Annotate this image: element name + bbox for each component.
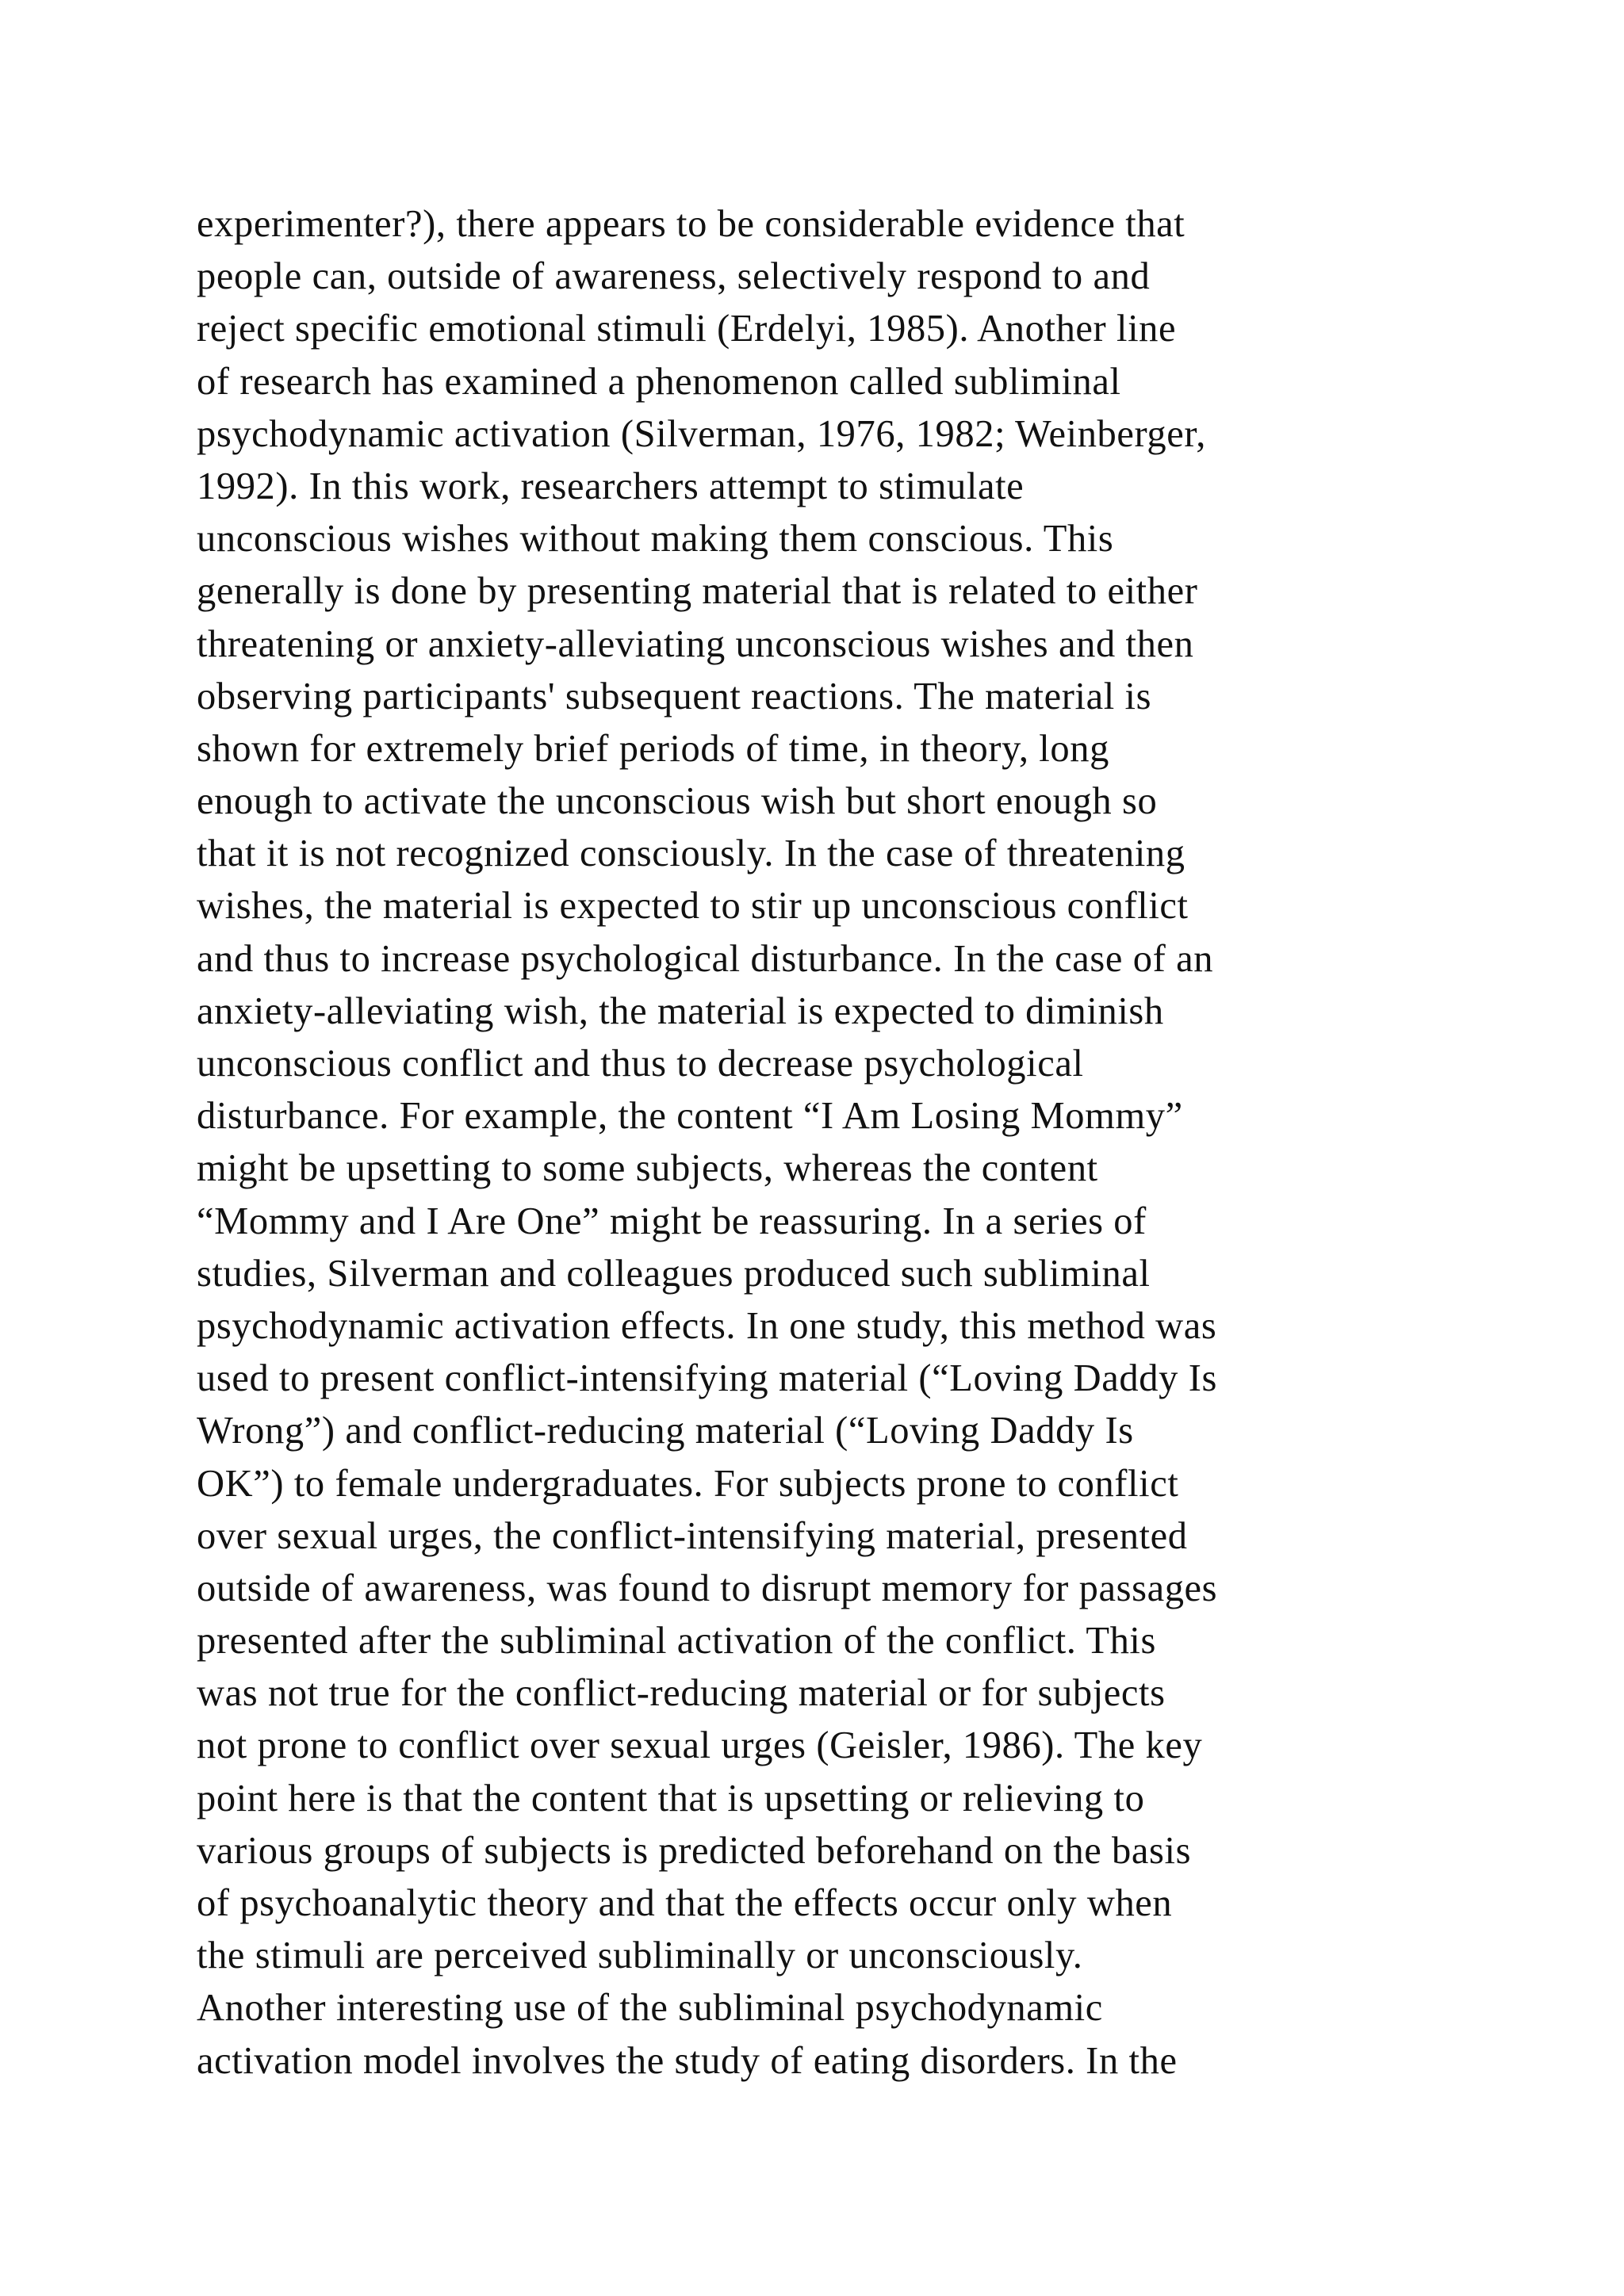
text-line: used to present conflict-intensifying material (“Loving Daddy Is (197, 1357, 1217, 1400)
text-line: 1992). In this work, researchers attempt to stimulate (197, 465, 1025, 507)
text-line: Another interesting use of the subliminal psychodynamic (197, 1987, 1103, 2030)
text-line: anxiety-alleviating wish, the material is expected to diminish (197, 989, 1164, 1032)
text-line: of research has examined a phenomenon called subliminal (197, 360, 1121, 403)
text-line: of psychoanalytic theory and that the effects occur only when (197, 1882, 1173, 1924)
text-line: unconscious wishes without making them conscious. This (197, 518, 1114, 561)
text-line: point here is that the content that is upsetting or relieving to (197, 1777, 1145, 1820)
text-line: wishes, the material is expected to stir up unconscious conflict (197, 885, 1189, 928)
text-line: that it is not recognized consciously. In the case of threatening (197, 832, 1185, 875)
text-line: Wrong”) and conflict-reducing material (“Loving Daddy Is (197, 1410, 1134, 1452)
body-text (197, 198, 1465, 2087)
text-line: shown for extremely brief periods of time, in theory, long (197, 727, 1109, 770)
text-line: disturbance. For example, the content “I Am Losing Mommy” (197, 1095, 1183, 1138)
text-line: studies, Silverman and colleagues produced such subliminal (197, 1252, 1151, 1295)
text-line: OK”) to female undergraduates. For subjects prone to conflict (197, 1462, 1179, 1505)
text-line: “Mommy and I Are One” might be reassuring. In a series of (197, 1200, 1147, 1242)
text-line: over sexual urges, the conflict-intensifying material, presented (197, 1514, 1188, 1557)
text-line: psychodynamic activation effects. In one study, this method was (197, 1304, 1217, 1347)
text-line: people can, outside of awareness, selectively respond to and (197, 255, 1151, 298)
text-line: experimenter?), there appears to be considerable evidence that (197, 203, 1185, 245)
text-line: the stimuli are perceived subliminally or unconsciously. (197, 1934, 1083, 1977)
text-line: and thus to increase psychological disturbance. In the case of an (197, 937, 1214, 980)
text-line: generally is done by presenting material that is related to either (197, 570, 1198, 613)
text-line: threatening or anxiety-alleviating unconscious wishes and then (197, 622, 1194, 665)
text-line: might be upsetting to some subjects, whereas the content (197, 1147, 1098, 1190)
text-line: not prone to conflict over sexual urges (Geisler, 1986). The key (197, 1724, 1203, 1767)
text-line: enough to activate the unconscious wish but short enough so (197, 780, 1158, 823)
text-line: was not true for the conflict-reducing material or for subjects (197, 1672, 1166, 1715)
text-line: various groups of subjects is predicted beforehand on the basis (197, 1829, 1192, 1872)
text-line: psychodynamic activation (Silverman, 1976, 1982; Weinberger, (197, 412, 1206, 455)
text-line: outside of awareness, was found to disrupt memory for passages (197, 1567, 1218, 1609)
text-line: observing participants' subsequent reactions. The material is (197, 675, 1152, 718)
text-line: unconscious conflict and thus to decrease psychological (197, 1043, 1084, 1085)
text-line: reject specific emotional stimuli (Erdelyi, 1985). Another line (197, 308, 1177, 350)
text-line: presented after the subliminal activation of the conflict. This (197, 1620, 1156, 1663)
text-line: activation model involves the study of eating disorders. In the (197, 2039, 1178, 2082)
